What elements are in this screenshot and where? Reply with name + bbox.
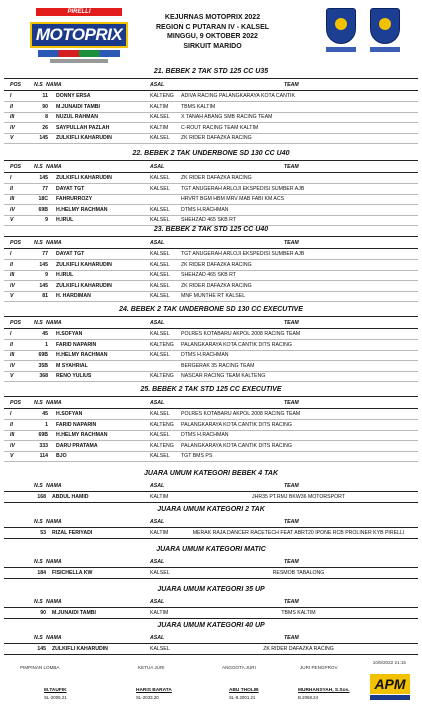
motoprix-logo (30, 8, 128, 64)
origin: KALSEL (150, 293, 170, 300)
start-number: 81 (42, 293, 48, 300)
origin: KALTENG (150, 421, 174, 428)
start-number: 26 (42, 124, 48, 131)
start-number: 9 (45, 217, 48, 224)
position: IV (10, 362, 15, 369)
origin: KALSEL (150, 272, 170, 279)
champion-row (4, 607, 418, 619)
column-header-team: TEAM (284, 519, 299, 525)
team-name: MNF MUNTHE RT KALSEL (181, 293, 246, 300)
event-title (130, 13, 295, 51)
column-header-team: TEAM (284, 240, 299, 246)
origin: KALSEL (150, 185, 170, 192)
table-row (4, 350, 418, 361)
rider-name: M.JUNAIDI TAMBI (56, 103, 100, 110)
champion-category-title: JUARA UMUM KATEGORI 40 UP (157, 622, 265, 629)
motoprix-wordmark: MOTOPRIX (30, 22, 128, 48)
column-header-name: NAMA (46, 400, 62, 406)
rider-name: H.SOFYAN (56, 331, 83, 337)
start-number: 145 (39, 282, 48, 289)
table-row (4, 451, 418, 462)
column-header-team: TEAM (284, 483, 299, 489)
column-header-pos: POS (10, 400, 21, 406)
position: II (10, 261, 13, 268)
position: I (10, 251, 12, 257)
position: III (10, 196, 15, 203)
event-title-line: SIRKUIT MARIDO (183, 42, 242, 50)
start-number: 77 (42, 185, 48, 192)
apm-logo-text: APM (370, 674, 410, 694)
origin: KALSEL (150, 453, 170, 460)
rider-name: M SYAHRIAL (56, 362, 88, 369)
start-number: 18C (38, 196, 48, 203)
start-number: 184 (37, 570, 46, 576)
position: III (10, 114, 15, 121)
start-number: 53 (40, 530, 46, 536)
origin: KALTENG (150, 341, 174, 348)
rider-name: BJO (56, 453, 67, 460)
position: V (10, 293, 14, 300)
rider-name: H.HELMY RACHMAN (56, 432, 108, 439)
start-number: 90 (42, 103, 48, 110)
signatory-id: SL-8.2001.21 (229, 695, 256, 700)
start-number: 45 (42, 411, 48, 417)
rider-name: H.HELMY RACHMAN (56, 206, 108, 213)
column-header-name: NAMA (46, 240, 62, 246)
start-number: 114 (39, 453, 48, 460)
champion-category-title: JUARA UMUM KATEGORI BEBEK 4 TAK (143, 470, 279, 477)
start-number: 145 (39, 175, 48, 181)
origin: KALSEL (150, 432, 170, 439)
class-title: 23. BEBEK 2 TAK STD 125 CC U40 (153, 226, 269, 233)
column-header-team: TEAM (284, 400, 299, 406)
team-name: JHR35 PT.RMJ BKW36 MOTORSPORT (252, 494, 345, 500)
column-header-name: NAMA (46, 559, 62, 565)
column-header-name: NAMA (46, 599, 62, 605)
position: I (10, 331, 12, 337)
table-row (4, 270, 418, 281)
position: III (10, 352, 15, 359)
table-row (4, 361, 418, 372)
event-title-line: KEJURNAS MOTOPRIX 2022 (164, 14, 261, 21)
table-row (4, 420, 418, 431)
column-header-team: TEAM (284, 559, 299, 565)
team-name: TBMS KALTIM (281, 610, 316, 616)
column-header-asal: ASAL (150, 519, 165, 525)
position: I (10, 175, 12, 181)
team-name: DTMS H.RACHMAN (181, 352, 229, 359)
start-number: 333 (39, 442, 48, 449)
column-header-asal: ASAL (150, 483, 165, 489)
position: IV (10, 442, 15, 449)
rider-name: H.IRUL (56, 272, 74, 279)
team-name: ZK RIDER DAFAZKA RACING (181, 135, 252, 142)
position: III (10, 272, 15, 279)
start-number: 69B (38, 352, 48, 359)
column-header-ns: N.S (34, 483, 43, 489)
table-header (4, 236, 418, 249)
origin: KALSEL (150, 206, 170, 213)
column-header-name: NAMA (46, 82, 62, 88)
start-number: 1 (45, 341, 48, 348)
team-name: TGT BMS PS (181, 453, 213, 460)
rider-name: H.SOFYAN (56, 411, 83, 417)
champion-category-title: JUARA UMUM KATEGORI MATIC (156, 546, 266, 553)
team-name: HRVRT BGM HBM MRV MAB FABI KM ACS (181, 196, 285, 203)
event-title-line: MINGGU, 9 OKTOBER 2022 (167, 33, 258, 40)
start-number: 77 (42, 251, 48, 257)
class-title: 25. BEBEK 2 TAK STD 125 CC EXECUTIVE (140, 386, 282, 393)
column-header-asal: ASAL (150, 164, 165, 170)
column-header-asal: ASAL (150, 635, 165, 641)
rider-name: DAYAT TGT (56, 251, 85, 257)
signatory-name: M.TAUFIK (44, 688, 67, 693)
team-name: POLRES KOTABARU AKPOL 2008 RACING TEAM (181, 411, 301, 417)
origin: KALSEL (150, 175, 170, 181)
column-header-team: TEAM (284, 635, 299, 641)
table-row (4, 91, 418, 102)
position: V (10, 373, 14, 380)
rider-name: DONNY ERSA (56, 93, 91, 99)
column-header-ns: N.S (34, 400, 43, 406)
team-name: ZK RIDER DAFAZKA RACING (181, 282, 252, 289)
column-header-ns: N.S (34, 164, 43, 170)
column-header-name: NAMA (46, 483, 62, 489)
champion-row (4, 567, 418, 579)
position: I (10, 411, 12, 417)
table-row (4, 281, 418, 292)
team-name: BERGERAK 35 RACING TEAM (181, 362, 255, 369)
rider-name: NUZUL RAHMAN (56, 114, 98, 121)
table-row (4, 123, 418, 134)
start-number: 11 (42, 93, 48, 99)
table-row (4, 112, 418, 123)
column-header-pos: POS (10, 82, 21, 88)
position: IV (10, 282, 15, 289)
column-header-name: NAMA (46, 519, 62, 525)
rider-name: ABDUL HAMID (52, 494, 89, 500)
table-header (4, 396, 418, 409)
rider-name: H.HELMY RACHMAN (56, 352, 108, 359)
rider-name: ZULKIFLI KAHARUDIN (56, 135, 112, 142)
origin: KALTIM (150, 494, 169, 500)
champion-category-title: JUARA UMUM KATEGORI 35 UP (157, 586, 265, 593)
position: V (10, 453, 14, 460)
position: V (10, 217, 14, 224)
team-name: X TANAH ABANG SMB RACING TEAM (181, 114, 273, 121)
team-name: ZK RIDER DAFAZKA RACING (181, 175, 252, 181)
signatory-name: MURHANSYAH, S.Sos. (298, 688, 350, 693)
start-number: 90 (40, 610, 46, 616)
rider-name: SAYPULLAH PAZLAH (56, 124, 110, 131)
start-number: 8 (45, 114, 48, 121)
column-header-pos: POS (10, 240, 21, 246)
origin: KALTENG (150, 442, 174, 449)
table-row (4, 340, 418, 351)
rider-name: ZULKIFLI KAHARUDIN (56, 175, 112, 181)
role-label: JURI PENGPROV (300, 665, 338, 670)
origin: KALSEL (150, 570, 170, 576)
position: V (10, 135, 14, 142)
rider-name: ZULKIFLI KAHARUDIN (52, 646, 108, 652)
position: II (10, 185, 13, 192)
signatory-id: SL-2006.21 (44, 695, 67, 700)
column-header-team: TEAM (284, 599, 299, 605)
column-header-ns: N.S (34, 635, 43, 641)
column-header-asal: ASAL (150, 82, 165, 88)
table-header (4, 160, 418, 173)
rider-name: H.IRUL (56, 217, 74, 224)
column-header-pos: POS (10, 320, 21, 326)
table-row (4, 205, 418, 216)
origin: KALTIM (150, 610, 169, 616)
team-name: ADIVA RACING PALANGKARAYA KOTA CANTIK (181, 93, 295, 99)
origin: KALSEL (150, 282, 170, 289)
rider-name: FARID NAPARIN (56, 341, 97, 348)
rider-name: RENO YULIUS (56, 373, 92, 380)
start-number: 1 (45, 421, 48, 428)
signatory-id: B.2068.24 (298, 695, 319, 700)
table-row (4, 215, 418, 226)
origin: KALSEL (150, 217, 170, 224)
start-number: 35B (38, 362, 48, 369)
column-header-ns: N.S (34, 559, 43, 565)
team-name: TGT ANUGERAH ARLOJI EKSPEDISI SUMBER AJB (181, 185, 305, 192)
team-name: NASCAR RACING TEAM KALTENG (181, 373, 266, 380)
table-row (4, 409, 418, 420)
table-row (4, 260, 418, 271)
table-header (4, 78, 418, 91)
event-title-line: REGION C PUTARAN IV - KALSEL (155, 23, 270, 31)
table-row (4, 441, 418, 452)
rider-name: FAHRURROZY (56, 196, 93, 203)
start-number: 145 (39, 261, 48, 268)
origin: KALSEL (150, 261, 170, 268)
origin: KALTIM (150, 124, 169, 131)
column-header-ns: N.S (34, 240, 43, 246)
table-row (4, 184, 418, 195)
origin: KALTENG (150, 373, 174, 380)
table-row (4, 249, 418, 260)
position: III (10, 432, 15, 439)
team-name: SHEHZAD 465 SKB RT (181, 217, 236, 224)
champion-category-title: JUARA UMUM KATEGORI 2 TAK (157, 506, 265, 513)
rider-name: ZULKIFLI KAHARUDIN (56, 282, 112, 289)
origin: KALSEL (150, 251, 170, 257)
team-name: TGT ANUGERAH ARLOJI EKSPEDISI SUMBER AJB (181, 251, 305, 257)
role-label: ANGGOTA JURI (222, 665, 256, 670)
team-name: C-ROUT RACING TEAM KALTIM (181, 124, 259, 131)
signatory-id: SL-2033.20 (136, 695, 159, 700)
origin: KALSEL (150, 646, 170, 652)
rider-name: M.JUNAIDI TAMBI (52, 610, 96, 616)
pirelli-brand: PIRELLI (36, 8, 122, 16)
column-header-asal: ASAL (150, 320, 165, 326)
column-header-team: TEAM (284, 164, 299, 170)
position: IV (10, 206, 15, 213)
start-number: 9 (45, 272, 48, 279)
origin: KALSEL (150, 114, 170, 121)
team-name: PALANGKARAYA KOTA CANTIK DITS RACING (181, 442, 292, 449)
origin: KALTIM (150, 103, 169, 110)
print-timestamp: 10/9/2022 21:15 (372, 660, 406, 665)
origin: KALTIM (150, 530, 169, 536)
origin: KALSEL (150, 135, 170, 142)
table-row (4, 291, 418, 302)
team-name: DTMS H.RACHMAN (181, 432, 229, 439)
table-row (4, 194, 418, 205)
apm-logo-icon (370, 674, 410, 704)
column-header-team: TEAM (284, 82, 299, 88)
rider-name: DAYAT TGT (56, 185, 85, 192)
origin: KALSEL (150, 411, 170, 417)
origin: KALTENG (150, 93, 174, 99)
champion-row (4, 643, 418, 655)
column-header-ns: N.S (34, 320, 43, 326)
start-number: 145 (39, 135, 48, 142)
start-number: 69B (38, 432, 48, 439)
position: II (10, 103, 13, 110)
column-header-asal: ASAL (150, 400, 165, 406)
column-header-asal: ASAL (150, 599, 165, 605)
column-header-ns: N.S (34, 599, 43, 605)
champion-row (4, 527, 418, 539)
start-number: 145 (37, 646, 46, 652)
team-name: ZK RIDER DAFAZKA RACING (263, 646, 334, 652)
position: II (10, 421, 13, 428)
class-title: 22. BEBEK 2 TAK UNDERBONE SD 130 CC U40 (132, 150, 290, 157)
role-label: KETUA JURI (138, 665, 165, 670)
team-name: TBMS KALTIM (181, 103, 216, 110)
origin: KALSEL (150, 331, 170, 337)
rider-name: DARU PRATAMA (56, 442, 98, 449)
class-title: 24. BEBEK 2 TAK UNDERBONE SD 130 CC EXECUTIVE (119, 306, 303, 313)
position: II (10, 341, 13, 348)
start-number: 168 (37, 494, 46, 500)
table-row (4, 102, 418, 113)
position: I (10, 93, 12, 99)
table-header (4, 316, 418, 329)
column-header-name: NAMA (46, 635, 62, 641)
column-header-asal: ASAL (150, 240, 165, 246)
team-name: RESMOB TABALONG (272, 570, 325, 576)
start-number: 69B (38, 206, 48, 213)
table-row (4, 371, 418, 382)
team-name: ZK RIDER DAFAZKA RACING (181, 261, 252, 268)
rider-name: RIZAL FERIYADI (52, 530, 93, 536)
start-number: 45 (42, 331, 48, 337)
team-name: SHEHZAD 465 SKB RT (181, 272, 236, 279)
team-name: DTMS H.RACHMAN (181, 206, 229, 213)
emblem-left-icon (326, 8, 356, 54)
rider-name: FARID NAPARIN (56, 421, 97, 428)
column-header-name: NAMA (46, 320, 62, 326)
column-header-ns: N.S (34, 82, 43, 88)
table-row (4, 173, 418, 184)
rider-name: H. HARDIMAN (56, 293, 91, 300)
start-number: 368 (39, 373, 48, 380)
class-title: 21. BEBEK 2 TAK STD 125 CC U35 (153, 68, 269, 75)
signatory-name: HARIS BARATA (136, 688, 172, 693)
sponsor-strip (38, 50, 120, 57)
emblem-right-icon (370, 8, 400, 54)
table-row (4, 133, 418, 144)
champion-row (4, 491, 418, 503)
column-header-asal: ASAL (150, 559, 165, 565)
signatory-name: ABU THOLIB (229, 688, 259, 693)
team-name: MERAK RAJA DANCER RACETECH FEAT ABRT20 IPONE RCB PROLINER KYB PIRELLI (192, 530, 405, 536)
column-header-pos: POS (10, 164, 21, 170)
column-header-team: TEAM (284, 320, 299, 326)
column-header-ns: N.S (34, 519, 43, 525)
rider-name: FISICHELLA KW (52, 570, 93, 576)
column-header-name: NAMA (46, 164, 62, 170)
team-name: POLRES KOTABARU AKPOL 2008 RACING TEAM (181, 331, 301, 337)
origin: KALSEL (150, 352, 170, 359)
table-row (4, 329, 418, 340)
sponsor-sub-strip (50, 59, 108, 63)
rider-name: ZULKIFLI KAHARUDIN (56, 261, 112, 268)
table-row (4, 430, 418, 441)
position: IV (10, 124, 15, 131)
team-name: PALANGKARAYA KOTA CANTIK DITS RACING (181, 341, 292, 348)
role-label: PIMPINAN LOMBA (20, 665, 60, 670)
team-name: PALANGKARAYA KOTA CANTIK DITS RACING (181, 421, 292, 428)
